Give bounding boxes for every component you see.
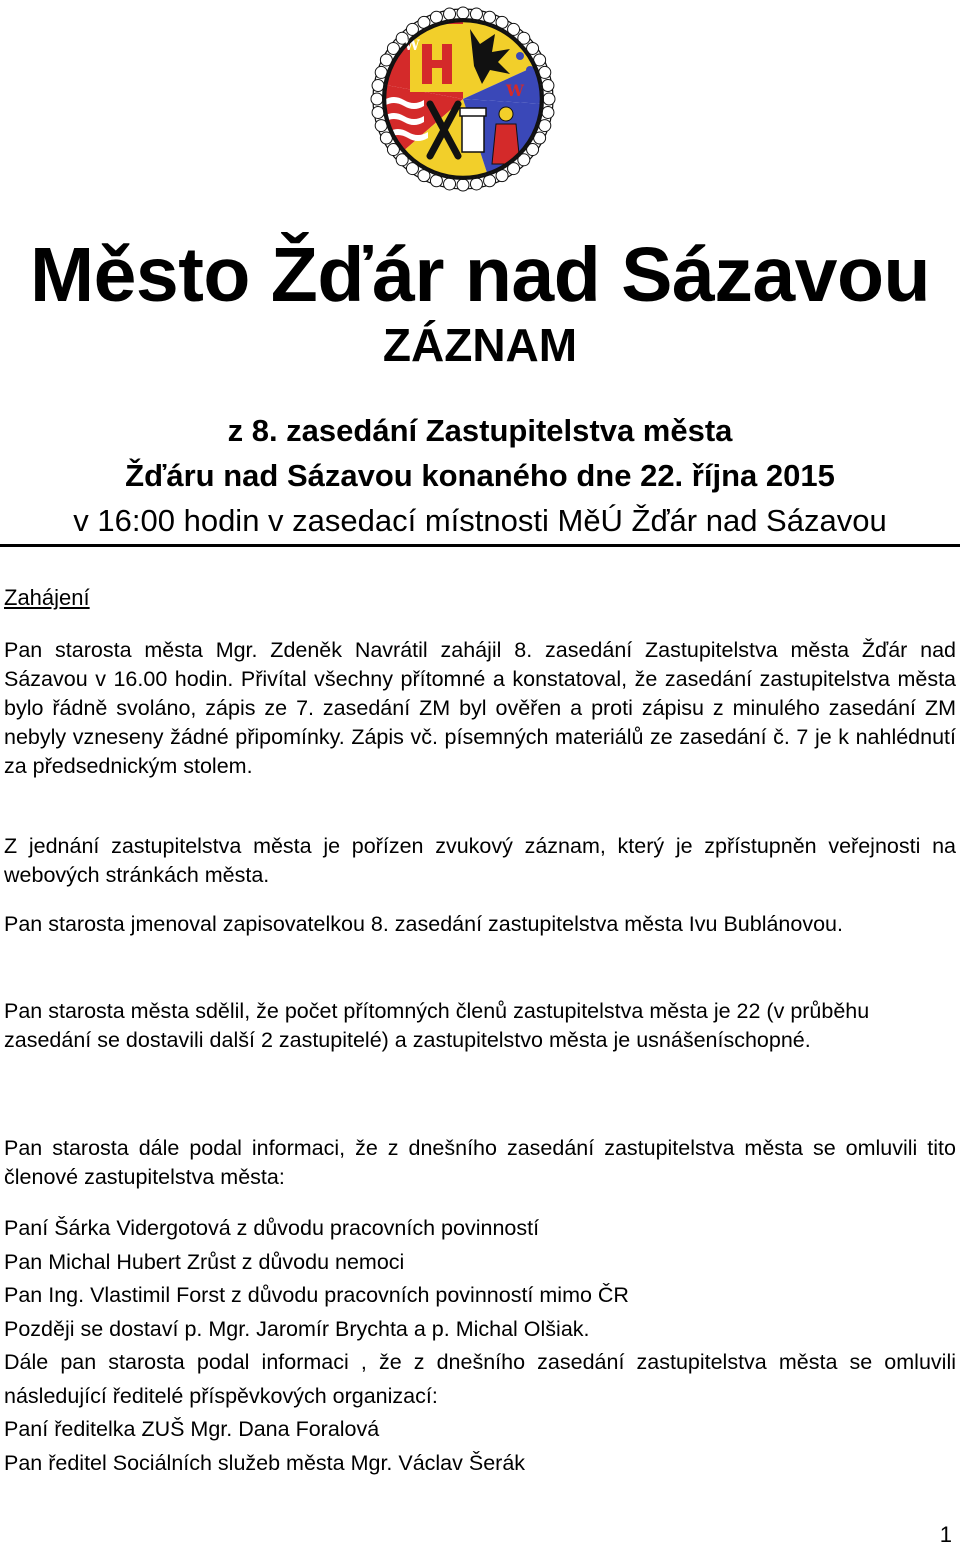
crest-scallop [543, 93, 555, 105]
crest-letter-w-left: W [404, 38, 420, 54]
crest-scallop [444, 8, 456, 20]
crest-scallop [372, 80, 384, 92]
excused-director-item: Pan ředitel Sociálních služeb města Mgr. Václav Šerák [4, 1450, 526, 1475]
paragraph-quorum: Pan starosta města sdělil, že počet přítomných členů zastupitelstva města je 22 (v průběhu zasedání se dostavili další 2 zastupitelé) a zastupitelstvo města je usnášeníschopné. [4, 999, 870, 1052]
crest-scallop [542, 106, 554, 118]
document-type: ZÁZNAM [382, 319, 578, 371]
page-number: 1 [939, 1522, 952, 1547]
excused-list [4, 1212, 956, 1480]
crest-scallop [542, 80, 554, 92]
late-arrival-note: Později se dostaví p. Mgr. Jaromír Brychta a p. Michal Olšiak. [4, 1316, 590, 1341]
crest-scallop [444, 178, 456, 190]
paragraph-recorder: Pan starosta jmenoval zapisovatelkou 8. zasedání zastupitelstva města Ivu Bublánovou. [4, 912, 843, 936]
excused-item: Paní Šárka Vidergotová z důvodu pracovních povinností [4, 1216, 540, 1240]
paragraph-opening: Pan starosta města Mgr. Zdeněk Navrátil zahájil 8. zasedání Zastupitelstva města Žďár nad Sázavou v 16.00 hodin. Přivítal všechny přítomné a konstatoval, že zasedání zastupitelstva města bylo řádně svoláno, zápis ze 7. zasedání ZM byl ověřen a proti zápisu z minulého zasedání ZM nebyly vzneseny žádné připomínky. Zápis vč. písemných materiálů ze zasedání č. 7 je k nahlédnutí za předsednickým stolem. [4, 638, 956, 778]
city-crest-logo [370, 4, 556, 194]
excused-item: Pan Michal Hubert Zrůst z důvodu nemoci [4, 1249, 405, 1274]
paragraph-excused-intro: Pan starosta dále podal informaci, že z dnešního zasedání zastupitelstva města se omluvili tito členové zastupitelstva města: [4, 1136, 956, 1189]
crest-scallop [470, 8, 482, 20]
paragraph-recording: Z jednání zastupitelstva města je pořízen zvukový záznam, který je zpřístupněn veřejnosti na webových stránkách města. [4, 834, 956, 887]
excused-item: Pan Ing. Vlastimil Forst z důvodu pracovních povinností mimo ČR [4, 1283, 629, 1307]
crest-scallop [457, 7, 469, 19]
meeting-info-line-2: Žďáru nad Sázavou konaného dne 22. října 2015 [125, 458, 835, 493]
crest-scallop [470, 178, 482, 190]
horizontal-divider [0, 544, 960, 547]
excused-director-item: Paní ředitelka ZUŠ Mgr. Dana Foralová [4, 1417, 380, 1441]
meeting-info [0, 408, 960, 543]
meeting-info-line-3: v 16:00 hodin v zasedací místnosti MěÚ Žďár nad Sázavou [73, 503, 887, 538]
crest-letter-w: W [506, 81, 524, 100]
crest-scallop [372, 106, 384, 118]
crest-scallop [371, 93, 383, 105]
crest-scallop [457, 179, 469, 191]
directors-intro: Dále pan starosta podal informaci , že z dnešního zasedání zastupitelstva města se omluvili následující ředitelé příspěvkových organizací: [4, 1350, 956, 1408]
section-heading: Zahájení [4, 585, 90, 610]
meeting-info-line-1: z 8. zasedání Zastupitelstva města [227, 413, 733, 448]
page-title: Město Žďár nad Sázavou [29, 232, 931, 318]
